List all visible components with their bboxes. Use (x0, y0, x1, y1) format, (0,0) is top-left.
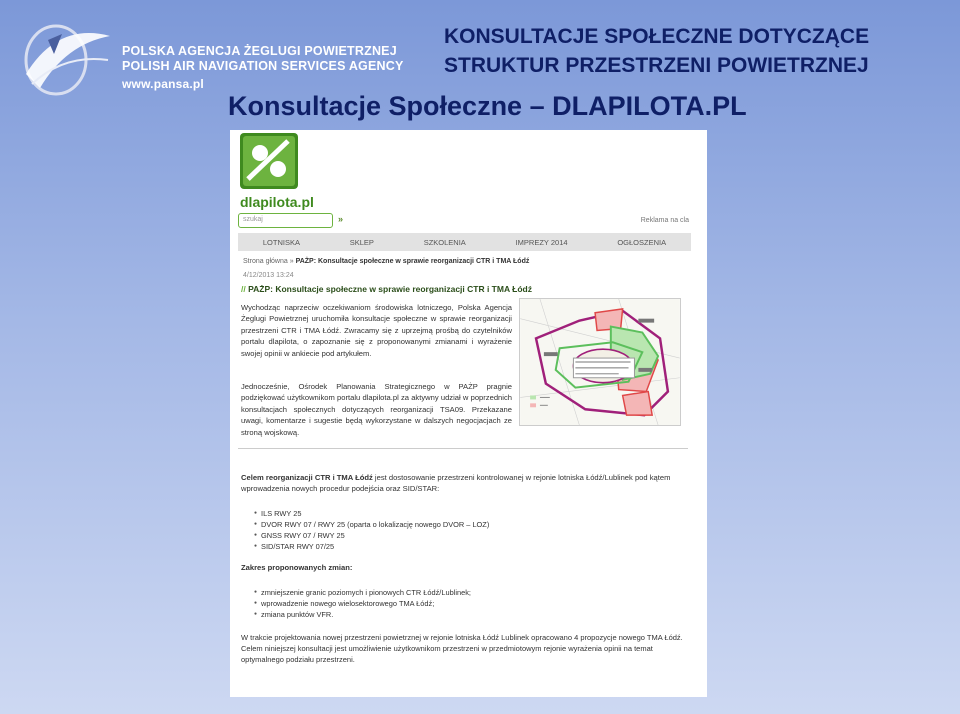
search-go-button[interactable]: » (338, 214, 344, 224)
slide-title-line2: STRUKTUR PRZESTRZENI POWIETRZNEJ (444, 54, 869, 77)
breadcrumb-current: PAŻP: Konsultacje społeczne w sprawie reorganizacji CTR i TMA Łódź (295, 258, 530, 265)
nav-imprezy[interactable]: IMPREZY 2014 (515, 237, 568, 247)
nav-szkolenia[interactable]: SZKOLENIA (423, 237, 466, 247)
website-screenshot (230, 130, 707, 697)
slide-title (444, 22, 869, 80)
paragraph-3-rest: jest dostosowanie przestrzeni kontrolowanej w rejonie lotniska Łódź/Lublinek pod kątem wprowadzenia nowych procedur podejścia oraz SID/STAR: (241, 473, 671, 493)
article-paragraph-2: Jednocześnie, Ośrodek Planowania Strategicznego w PAŻP pragnie podziękować użytkownikom portalu dlapilota.pl za aktywny udział w poprzednich konsultacjach społecznych dotyczących reorganizacji TSA09. Przekazane uwagi, komentarze i sugestie będą wykorzystane w dalszych negocjacjach ze stroną wojskową. (241, 382, 512, 437)
nav-ogloszenia[interactable]: OGŁOSZENIA (617, 237, 667, 247)
article-title-prefix: // (241, 284, 246, 294)
nav-sklep[interactable]: SKLEP (349, 237, 374, 247)
breadcrumb-home[interactable]: Strona główna (243, 258, 288, 265)
search-input[interactable]: szukaj (238, 213, 333, 228)
list-item: ● SID/STAR RWY 07/25 (254, 541, 489, 552)
ad-label: Reklama na cla (640, 217, 689, 224)
changes-list (254, 587, 471, 620)
list-item: ● ILS RWY 25 (254, 508, 489, 519)
agency-website: www.pansa.pl (122, 77, 204, 91)
list-item: ● wprowadzenie nowego wielosektorowego TMA Łódź; (254, 598, 471, 609)
procedures-list (254, 508, 489, 552)
article-paragraph-4: W trakcie projektowania nowej przestrzeni powietrznej w rejonie lotniska Łódź Lublinek opracowano 4 propozycje nowego TMA Łódź. Celem niniejszej konsultacji jest umożliwienie użytkownikom przestrzeni w przedmiotowym rejonie wyrażenia opinii na temat optymalnego podziału przestrzeni. (241, 633, 683, 664)
dlapilota-logo-icon (240, 133, 298, 189)
airspace-map-image (519, 298, 681, 426)
agency-name-pl: POLSKA AGENCJA ŻEGLUGI POWIETRZNEJ (122, 44, 397, 58)
paragraph-3-bold: Celem reorganizacji CTR i TMA Łódź (241, 473, 373, 482)
breadcrumb (243, 258, 529, 265)
list-item: ● DVOR RWY 07 / RWY 25 (oparta o lokalizację nowego DVOR – LOZ) (254, 519, 489, 530)
article-date: 4/12/2013 13:24 (243, 272, 294, 279)
list-item: ● zmiana punktów VFR. (254, 609, 471, 620)
changes-heading: Zakres proponowanych zmian: (241, 563, 353, 572)
slide-title-line1: KONSULTACJE SPOŁECZNE DOTYCZĄCE (444, 25, 870, 48)
pansa-logo-icon (18, 14, 113, 102)
article-paragraph-3 (241, 472, 691, 494)
breadcrumb-sep: » (289, 258, 294, 265)
divider (238, 448, 688, 449)
site-nav (238, 233, 691, 251)
list-item: ● GNSS RWY 07 / RWY 25 (254, 530, 489, 541)
list-item: ● zmniejszenie granic poziomych i pionowych CTR Łódź/Lublinek; (254, 587, 471, 598)
agency-block (122, 44, 404, 92)
slide-subtitle: Konsultacje Społeczne – DLAPILOTA.PL (228, 91, 747, 121)
article-paragraph-1: Wychodząc naprzeciw oczekiwaniom środowiska lotniczego, Polska Agencja Żeglugi Powietrznej uruchomiła konsultacje społeczne w sprawie reorganizacji przestrzeni CTR i TMA Łódź. Zwracamy się z uprzejmą prośbą do czytelników portalu dlapilota, o zapoznanie się z proponowanymi zmianami i wyrażenie swojej opinii w ankiecie pod artykułem. (241, 303, 512, 358)
article-title (241, 284, 532, 294)
agency-name-en: POLISH AIR NAVIGATION SERVICES AGENCY (122, 59, 404, 73)
nav-lotniska[interactable]: LOTNISKA (262, 237, 300, 247)
article-title-text: PAŻP: Konsultacje społeczne w sprawie reorganizacji CTR i TMA Łódź (248, 284, 532, 294)
site-name[interactable]: dlapilota.pl (240, 194, 314, 210)
